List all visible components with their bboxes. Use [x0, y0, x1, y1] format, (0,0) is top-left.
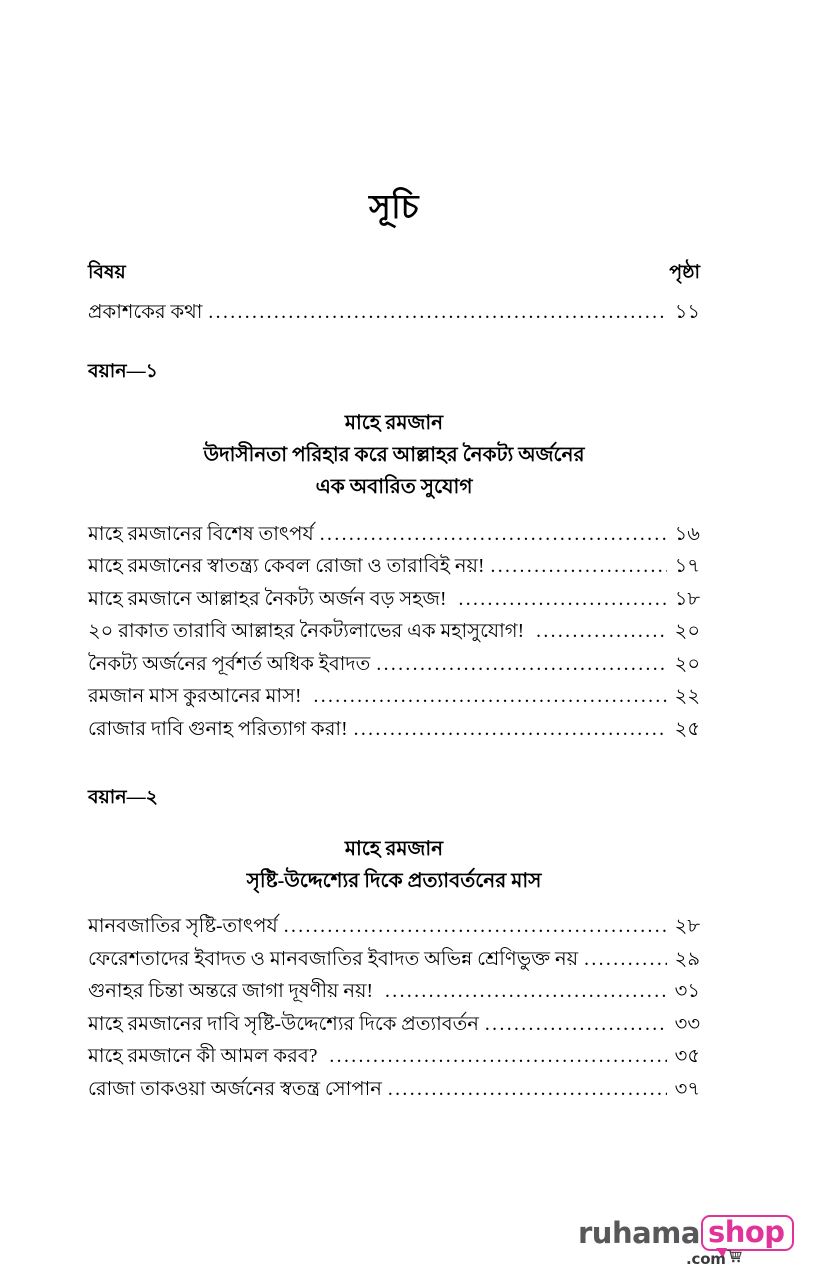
toc-entry-page: ৩১	[674, 981, 700, 1003]
toc-content	[88, 0, 700, 1099]
page-title: সূচি	[368, 190, 420, 226]
dot-leader	[385, 982, 667, 1002]
cart-icon	[727, 1249, 742, 1266]
dot-leader	[485, 1015, 667, 1035]
toc-entry[interactable]	[88, 303, 700, 323]
toc-entry-page: ২৫	[674, 718, 700, 740]
toc-entry-label: মাহে রমজানে আল্লাহর নৈকট্য অর্জন বড় সহজ!	[88, 588, 447, 610]
toc-entry-page: ১৮	[674, 588, 700, 610]
toc-entry[interactable]	[88, 525, 700, 545]
toc-entry-label: মাহে রমজানের স্বাতন্ত্র্য কেবল রোজা ও তারাবিই নয়!	[88, 556, 485, 578]
dot-leader	[284, 917, 667, 937]
toc-entry[interactable]	[88, 1080, 700, 1100]
section-entry-list	[88, 917, 700, 1099]
toc-entry-page: ২৯	[674, 948, 700, 970]
toc-entry-page: ১১	[674, 302, 700, 324]
toc-entry[interactable]	[88, 720, 700, 740]
logo-domain-suffix: .com	[686, 1250, 726, 1268]
toc-section	[88, 783, 700, 1099]
toc-entry-label: মানবজাতির সৃষ্টি-তাৎপর্য	[88, 916, 278, 938]
front-matter-entries	[88, 303, 700, 323]
logo-wordmark	[578, 1216, 798, 1250]
toc-entry-label: প্রকাশকের কথা	[88, 302, 203, 324]
toc-entry[interactable]	[88, 557, 700, 577]
toc-entry-page: ২৮	[674, 916, 700, 938]
section-heading-line: মাহে রমজান	[344, 838, 444, 861]
column-headers	[88, 258, 700, 290]
toc-entry-label: মাহে রমজানের দাবি সৃষ্টি-উদ্দেশ্যের দিকে প্রত্যাবর্তন	[88, 1013, 479, 1035]
toc-entry-page: ২০	[674, 653, 700, 675]
dot-leader	[376, 655, 667, 675]
toc-entry-page: ২০	[674, 621, 700, 643]
dot-leader	[458, 590, 667, 610]
toc-entry[interactable]	[88, 590, 700, 610]
page-column-header: পৃষ্ঠা	[669, 262, 700, 284]
toc-entry[interactable]	[88, 622, 700, 642]
toc-entry-page: ২২	[674, 686, 700, 708]
speech-bubble-icon	[701, 1215, 794, 1251]
dot-leader	[388, 1080, 667, 1100]
dot-leader	[536, 622, 667, 642]
toc-entry[interactable]	[88, 655, 700, 675]
subject-column-header: বিষয়	[88, 262, 126, 284]
toc-entry-label: নৈকট্য অর্জনের পূর্বশর্ত অধিক ইবাদত	[88, 653, 371, 675]
toc-entry-label: রোজা তাকওয়া অর্জনের স্বতন্ত্র সোপান	[88, 1078, 382, 1100]
section-heading	[88, 833, 700, 897]
toc-entry[interactable]	[88, 687, 700, 707]
toc-entry[interactable]	[88, 1015, 700, 1035]
logo-brand-primary: ruhama	[578, 1215, 700, 1250]
toc-entry[interactable]	[88, 1047, 700, 1067]
toc-entry-page: ৩৭	[674, 1078, 700, 1100]
toc-entry[interactable]	[88, 982, 700, 1002]
toc-entry[interactable]	[88, 950, 700, 970]
section-heading-line: মাহে রমজান	[344, 411, 444, 434]
toc-entry-label: গুনাহর চিন্তা অন্তরে জাগা দূষণীয় নয়!	[88, 981, 374, 1003]
toc-entry-label: ২০ রাকাত তারাবি আল্লাহর নৈকট্যলাভের এক মহাসুযোগ!	[88, 621, 525, 643]
toc-entry-page: ৩৩	[674, 1013, 700, 1035]
toc-entry-label: মাহে রমজানের বিশেষ তাৎপর্য	[88, 523, 314, 545]
toc-section	[88, 357, 700, 740]
toc-entry-page: ৩৫	[674, 1046, 700, 1068]
section-heading-line: সৃষ্টি-উদ্দেশ্যের দিকে প্রত্যাবর্তনের মাস	[246, 870, 542, 893]
logo-domain	[686, 1249, 742, 1267]
toc-entry-label: মাহে রমজানে কী আমল করব?	[88, 1046, 318, 1068]
toc-entry[interactable]	[88, 917, 700, 937]
dot-leader	[584, 950, 667, 970]
dot-leader	[329, 1047, 667, 1067]
toc-entry-label: রমজান মাস কুরআনের মাস!	[88, 686, 302, 708]
toc-entry-page: ১৬	[674, 523, 700, 545]
toc-entry-page: ১৭	[674, 556, 700, 578]
section-heading-line: উদাসীনতা পরিহার করে আল্লাহর নৈকট্য অর্জনের	[203, 443, 585, 466]
dot-leader	[313, 687, 667, 707]
section-heading	[88, 407, 700, 503]
dot-leader	[354, 720, 667, 740]
section-heading-line: এক অবারিত সুযোগ	[315, 475, 473, 498]
dot-leader	[208, 303, 667, 323]
watermark-logo	[578, 1216, 798, 1268]
section-number-label: বয়ান—২	[88, 787, 158, 809]
dot-leader	[320, 525, 667, 545]
dot-leader	[490, 557, 667, 577]
toc-entry-label: রোজার দাবি গুনাহ পরিত্যাগ করা!	[88, 718, 348, 740]
toc-entry-label: ফেরেশতাদের ইবাদত ও মানবজাতির ইবাদত অভিন্ন শ্রেণিভুক্ত নয়	[88, 948, 579, 970]
section-number-label: বয়ান—১	[88, 360, 158, 382]
section-entry-list	[88, 525, 700, 740]
logo-brand-secondary: shop	[707, 1215, 785, 1249]
